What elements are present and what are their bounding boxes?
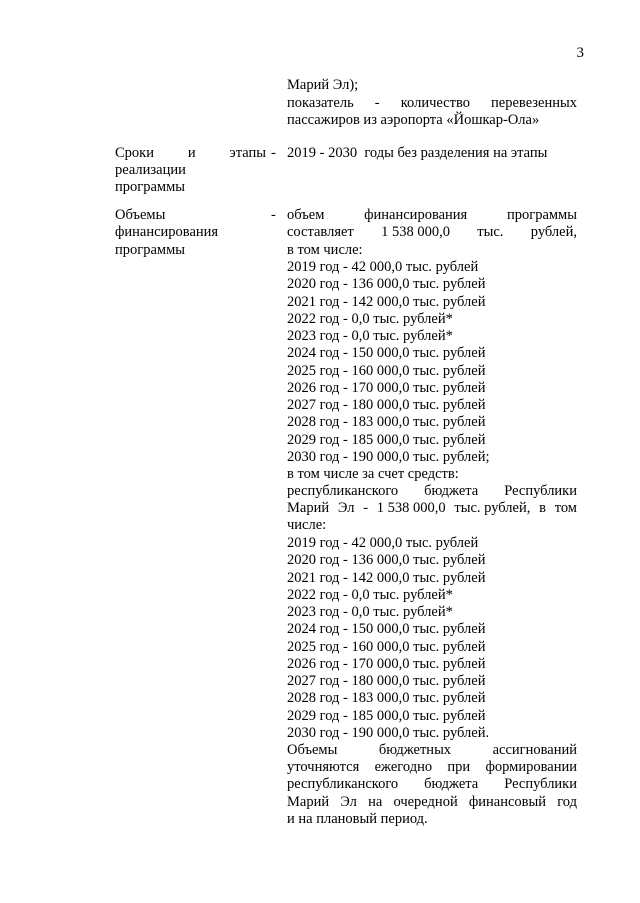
year-allocation-line: 2030 год - 190 000,0 тыс. рублей; xyxy=(287,448,490,465)
terms-label-line-3: программы xyxy=(115,179,185,195)
year-allocation-line: 2027 год - 180 000,0 тыс. рублей xyxy=(287,673,486,689)
year-allocation-line: 2019 год - 42 000,0 тыс. рублей xyxy=(287,535,479,551)
page-number: 3 xyxy=(576,45,584,61)
word: формировании xyxy=(485,759,577,775)
terms-label-line-2: реализации xyxy=(115,162,186,178)
word: 1 538 000,0 xyxy=(381,224,450,240)
word: финансовый xyxy=(468,794,547,810)
year-allocation-line: 2022 год - 0,0 тыс. рублей* xyxy=(287,586,453,603)
year-allocation-line: 2024 год - 150 000,0 тыс. рублей xyxy=(287,345,486,362)
intro-line-3: пассажиров из аэропорта «Йошкар-Ола» xyxy=(287,112,540,128)
terms-dash: - xyxy=(271,145,276,161)
year-allocation-line: 2023 год - 0,0 тыс. рублей* xyxy=(287,328,453,344)
word: 1 538 000,0 xyxy=(376,500,446,516)
volumes-label-line-2: финансирования xyxy=(115,224,219,240)
year-allocation-line: 2029 год - 185 000,0 тыс. рублей xyxy=(287,707,486,724)
word: Республики xyxy=(504,483,577,499)
sources-line-3 xyxy=(287,500,577,517)
note-line-3 xyxy=(287,776,577,793)
note-line-5: и на плановый период. xyxy=(287,811,428,827)
word: при xyxy=(447,759,471,775)
year-allocation-line: 2023 год - 0,0 тыс. рублей* xyxy=(287,604,453,620)
word: том xyxy=(554,500,577,516)
year-allocation-line: 2021 год - 142 000,0 тыс. рублей xyxy=(287,569,486,586)
terms-value: 2019 - 2030 годы без разделения на этапы xyxy=(287,145,548,161)
word: программы xyxy=(506,207,577,223)
year-allocation-line: 2019 год - 42 000,0 тыс. рублей xyxy=(287,259,479,275)
word: объем xyxy=(287,207,325,223)
year-allocation-line: 2028 год - 183 000,0 тыс. рублей xyxy=(287,414,486,431)
intro-line-1: Марий Эл); xyxy=(287,77,359,93)
year-allocation-line: 2029 год - 185 000,0 тыс. рублей xyxy=(287,431,486,448)
word: в xyxy=(539,500,546,516)
word: ежегодно xyxy=(374,759,433,775)
word: год xyxy=(557,794,577,810)
sources-line-1: в том числе за счет средств: xyxy=(287,466,459,482)
word: - xyxy=(374,95,380,111)
volumes-label-line-1: Объемы xyxy=(115,207,166,223)
note-line-1 xyxy=(287,742,577,759)
word: Марий xyxy=(287,500,330,516)
year-allocation-line: 2030 год - 190 000,0 тыс. рублей. xyxy=(287,724,490,741)
word: количество xyxy=(400,95,470,111)
word: бюджетных xyxy=(378,742,452,758)
word: уточняются xyxy=(287,759,360,775)
word: Эл xyxy=(337,500,355,516)
year-allocation-line: 2024 год - 150 000,0 тыс. рублей xyxy=(287,621,486,638)
word: Объемы xyxy=(287,742,338,758)
terms-label-line-1 xyxy=(115,145,266,162)
year-allocation-line: 2025 год - 160 000,0 тыс. рублей xyxy=(287,638,486,655)
note-line-4 xyxy=(287,794,577,811)
word: тыс. xyxy=(477,224,504,240)
word: республиканского xyxy=(287,776,399,792)
word: перевезенных xyxy=(491,95,577,111)
word: бюджета xyxy=(424,483,479,499)
word: очередной xyxy=(393,794,458,810)
volumes-intro-line-1 xyxy=(287,207,577,224)
sources-line-2 xyxy=(287,483,577,500)
word: этапы xyxy=(229,145,266,161)
intro-line-2 xyxy=(287,95,577,112)
word: республиканского xyxy=(287,483,399,499)
word: Сроки xyxy=(115,145,154,161)
word: - xyxy=(363,500,369,516)
word: на xyxy=(368,794,383,810)
word: и xyxy=(187,145,196,161)
word: Республики xyxy=(504,776,577,792)
word: финансирования xyxy=(364,207,468,223)
volumes-dash: - xyxy=(271,207,276,223)
year-allocation-line: 2025 год - 160 000,0 тыс. рублей xyxy=(287,362,486,379)
year-allocation-line: 2026 год - 170 000,0 тыс. рублей xyxy=(287,379,486,396)
sources-line-4: числе: xyxy=(287,517,327,533)
volumes-intro-line-3: в том числе: xyxy=(287,242,363,258)
year-allocation-line: 2027 год - 180 000,0 тыс. рублей xyxy=(287,397,486,413)
word: Марий xyxy=(287,794,330,810)
word: бюджета xyxy=(424,776,479,792)
word: тыс. рублей, xyxy=(454,500,531,516)
volumes-label-line-3: программы xyxy=(115,242,185,258)
year-allocation-line: 2021 год - 142 000,0 тыс. рублей xyxy=(287,293,486,310)
word: ассигнований xyxy=(492,742,577,758)
word: составляет xyxy=(287,224,354,240)
year-allocation-line: 2028 год - 183 000,0 тыс. рублей xyxy=(287,690,486,707)
year-allocation-line: 2020 год - 136 000,0 тыс. рублей xyxy=(287,552,486,569)
year-allocation-line: 2020 год - 136 000,0 тыс. рублей xyxy=(287,276,486,293)
year-allocation-line: 2022 год - 0,0 тыс. рублей* xyxy=(287,310,453,327)
word: показатель xyxy=(287,95,354,111)
year-allocation-line: 2026 год - 170 000,0 тыс. рублей xyxy=(287,655,486,672)
word: Эл xyxy=(340,794,357,810)
note-line-2 xyxy=(287,759,577,776)
word: рублей, xyxy=(530,224,577,240)
volumes-intro-line-2 xyxy=(287,224,577,241)
